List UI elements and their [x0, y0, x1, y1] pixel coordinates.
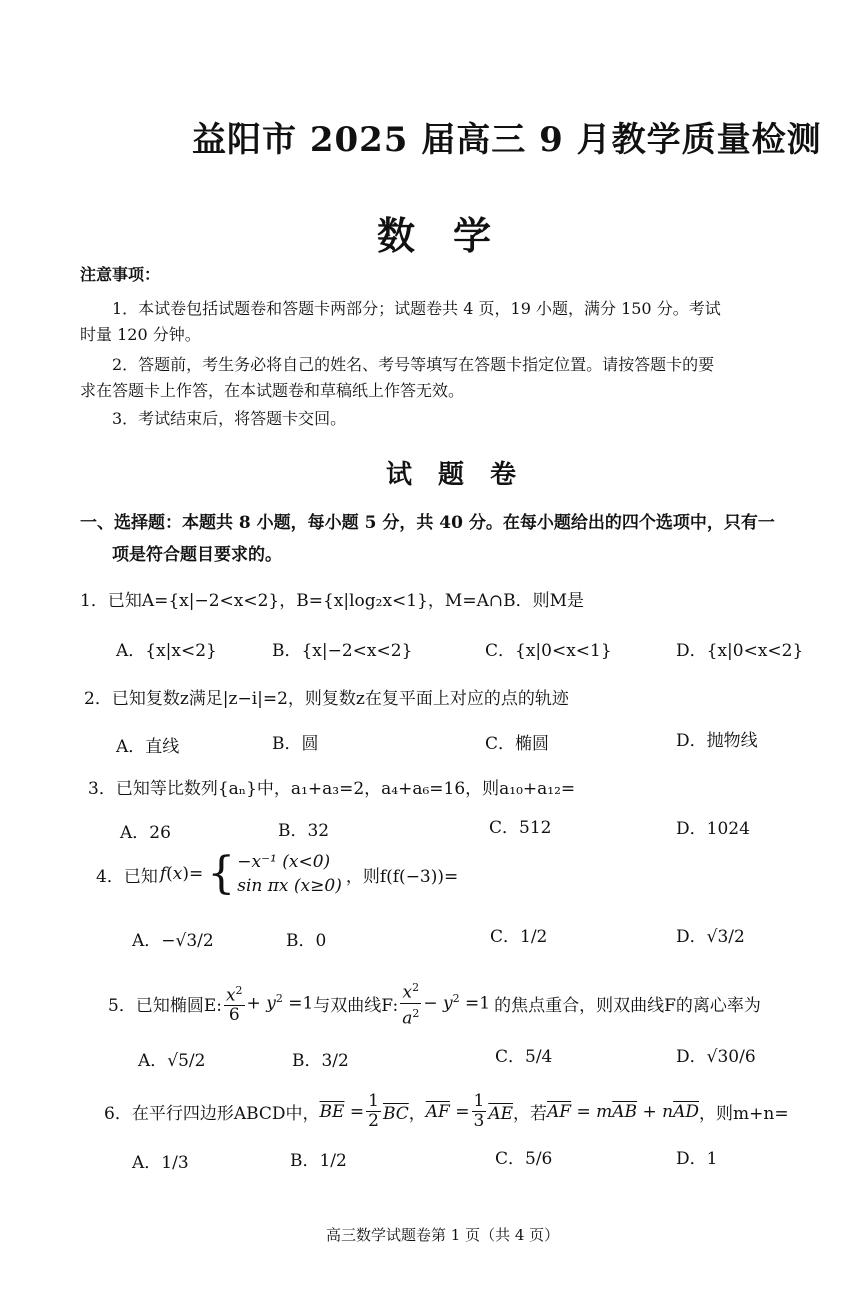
question-4-option-b: B．0 — [286, 931, 327, 951]
question-3-option-c: C．512 — [489, 818, 552, 838]
question-6-prefix: 6．在平行四边形ABCD中， — [104, 1104, 320, 1124]
question-3-stem: 3．已知等比数列{aₙ}中，a₁+a₃=2，a₄+a₆=16，则a₁₀+a₁₂= — [88, 779, 576, 799]
question-4-option-d: D．√3/2 — [676, 927, 745, 947]
section-title: 试 题 卷 — [386, 460, 517, 490]
question-5-prefix: 5．已知椭圆E: — [108, 995, 222, 1016]
question-6-option-c: C．5/6 — [495, 1149, 553, 1169]
question-5-option-d: D．√30/6 — [676, 1047, 756, 1067]
question-1-option-b: B．{x|−2<x<2} — [272, 641, 413, 661]
vector-bc: $\overline{BC}$， — [382, 1104, 426, 1124]
function-f-symbol: f(x)= — [159, 864, 204, 884]
piecewise-case-1: −x⁻¹ (x<0) — [237, 852, 331, 872]
fraction-one-half: $\frac{1}{2}$ — [368, 1091, 379, 1131]
exam-title: 益阳市 2025 届高三 9 月教学质量检测 — [192, 120, 822, 160]
notice-item-1-line-1: 1．本试卷包括试题卷和答题卡两部分；试题卷共 4 页，19 小题，满分 150 分。考试 — [112, 299, 721, 318]
question-1-option-a: A．{x|x<2} — [116, 641, 217, 661]
question-2-option-a: A．直线 — [116, 737, 180, 757]
question-5-mid: 与双曲线F: — [313, 995, 399, 1016]
question-3-option-d: D．1024 — [676, 819, 750, 839]
question-4-option-a: A．−√3/2 — [132, 931, 214, 951]
piecewise-brace: { — [207, 848, 236, 899]
notice-item-3: 3．考试结束后，将答题卡交回。 — [112, 409, 347, 428]
question-5-stem — [108, 978, 761, 1028]
question-6-stem — [104, 1092, 789, 1131]
fraction-one-third: $\frac{1}{3}$ — [473, 1091, 485, 1131]
vector-decomposition: $\overline{AF} = m\overline{AB} + n\overline{AD}$ — [547, 1101, 699, 1122]
question-3-option-a: A．26 — [120, 823, 171, 843]
question-5-option-b: B．3/2 — [292, 1051, 349, 1071]
question-6-option-a: A．1/3 — [132, 1153, 189, 1173]
piecewise-cases — [237, 850, 342, 898]
part1-instruction-line-1: 一、选择题：本题共 8 小题，每小题 5 分，共 40 分。在每小题给出的四个选项中，只有一 — [80, 513, 775, 533]
question-2-option-d: D．抛物线 — [676, 731, 758, 751]
question-4-option-c: C．1/2 — [490, 927, 548, 947]
notice-item-2-line-1: 2．答题前，考生务必将自己的姓名、考号等填写在答题卡指定位置。请按答题卡的要 — [112, 355, 715, 374]
vector-ae: $\overline{AE}$，若 — [488, 1104, 548, 1124]
question-4-prefix: 4．已知 — [96, 866, 158, 887]
question-5-suffix: 的焦点重合，则双曲线F的离心率为 — [494, 995, 761, 1016]
question-5-option-a: A．√5/2 — [138, 1051, 206, 1071]
question-6-option-b: B．1/2 — [290, 1151, 347, 1171]
ellipse-x-fraction: $\frac{x^2}{6}$ — [224, 981, 245, 1026]
question-2-stem: 2．已知复数z满足|z−i|=2，则复数z在复平面上对应的点的轨迹 — [84, 689, 569, 709]
notice-item-2-line-2: 求在答题卡上作答，在本试题卷和草稿纸上作答无效。 — [80, 381, 465, 400]
part1-instruction-line-2: 项是符合题目要求的。 — [112, 545, 282, 565]
question-1-option-d: D．{x|0<x<2} — [676, 641, 804, 661]
hyperbola-x-fraction: $\frac{x^2}{a^2}$ — [400, 978, 421, 1028]
notice-item-1-line-2: 时量 120 分钟。 — [80, 325, 201, 344]
question-3-option-b: B．32 — [278, 821, 330, 841]
subject-title: 数 学 — [377, 213, 492, 258]
vector-be-equation: $\overline{BE}$ = — [319, 1101, 365, 1122]
question-2-option-c: C．椭圆 — [485, 734, 550, 754]
question-6-suffix: ，则m+n= — [699, 1104, 789, 1124]
question-1-option-c: C．{x|0<x<1} — [485, 641, 612, 661]
ellipse-equation-tail: + $y^2 =1$ — [246, 992, 314, 1014]
vector-af-equation: $\overline{AF}$ = — [425, 1101, 470, 1122]
question-6-option-d: D．1 — [676, 1149, 718, 1169]
question-1-stem: 1．已知A={x|−2<x<2}，B={x|log₂x<1}，M=A∩B．则M是 — [80, 591, 585, 611]
question-4-suffix: ，则f(f(−3))= — [345, 866, 459, 887]
question-2-option-b: B．圆 — [272, 734, 319, 754]
hyperbola-equation-tail: − $y^2 =1$ — [423, 992, 491, 1014]
page-footer: 高三数学试题卷第 1 页（共 4 页） — [326, 1226, 560, 1244]
question-5-option-c: C．5/4 — [495, 1047, 553, 1067]
piecewise-case-2: sin πx (x≥0) — [237, 876, 342, 896]
question-4-stem — [96, 850, 458, 898]
notice-heading: 注意事项： — [80, 265, 161, 284]
